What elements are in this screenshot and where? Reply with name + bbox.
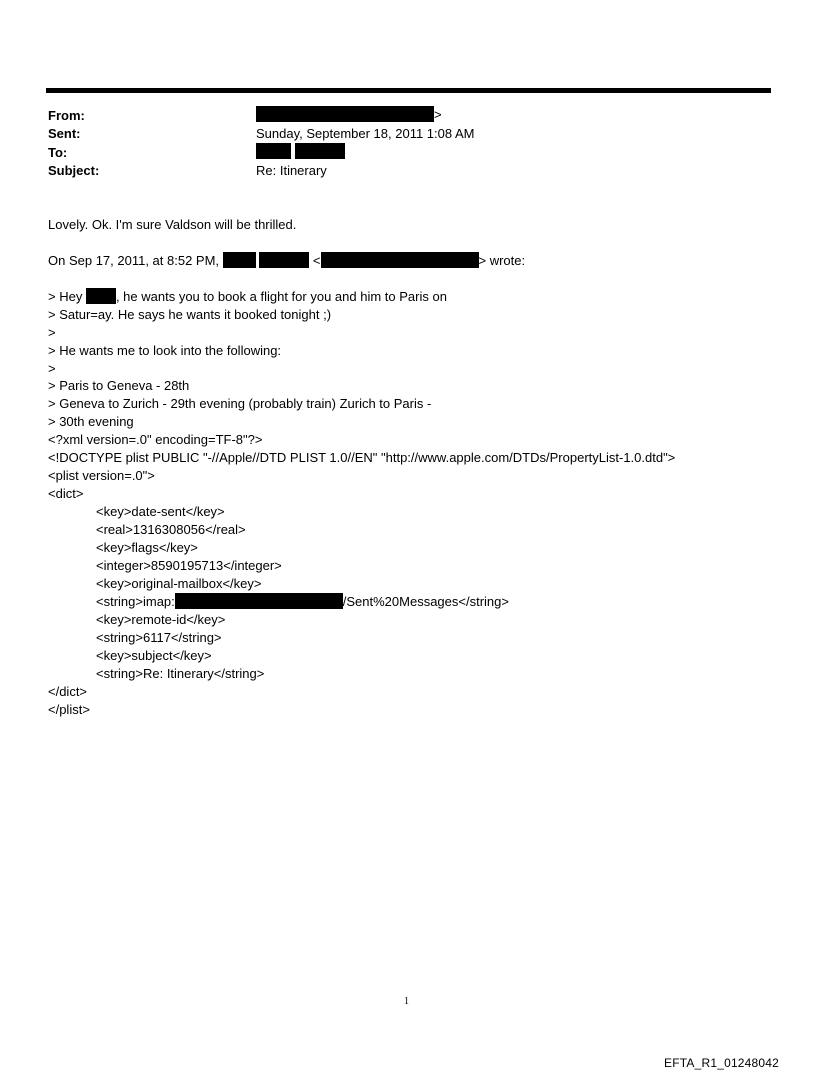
- xml-line: </plist>: [48, 702, 90, 717]
- quote-intro-date: On Sep 17, 2011, at 8:52 PM,: [48, 253, 220, 268]
- redaction-block: [175, 593, 343, 609]
- subject-value: Re: Itinerary: [256, 163, 327, 178]
- to-value: [256, 143, 345, 159]
- to-label: To:: [48, 145, 68, 160]
- quote-text: > Hey: [48, 289, 83, 304]
- quote-intro-wrote: > wrote:: [478, 253, 526, 268]
- subject-label: Subject:: [48, 163, 100, 178]
- xml-text: /Sent%20Messages</string>: [342, 594, 509, 609]
- reply-text: Lovely. Ok. I'm sure Valdson will be thrilled.: [48, 217, 297, 232]
- quote-intro: [48, 252, 525, 270]
- xml-line: <key>subject</key>: [96, 648, 212, 663]
- redaction-block: [295, 143, 345, 159]
- sent-value: Sunday, September 18, 2011 1:08 AM: [256, 126, 475, 141]
- quote-line: >: [48, 325, 56, 340]
- xml-line: <string>6117</string>: [96, 630, 222, 645]
- quote-line: > Geneva to Zurich - 29th evening (probably train) Zurich to Paris -: [48, 396, 432, 411]
- xml-line: [96, 593, 509, 611]
- from-tail: >: [434, 107, 442, 122]
- xml-text: <string>imap:: [96, 594, 175, 609]
- xml-line: <key>flags</key>: [96, 540, 198, 555]
- quote-line: [48, 288, 447, 306]
- xml-line: <integer>8590195713</integer>: [96, 558, 282, 573]
- xml-line: <real>1316308056</real>: [96, 522, 246, 537]
- xml-line: <string>Re: Itinerary</string>: [96, 666, 265, 681]
- xml-line: <key>original-mailbox</key>: [96, 576, 262, 591]
- header-rule: [46, 88, 771, 93]
- quote-text: , he wants you to book a flight for you and him to Paris on: [115, 289, 447, 304]
- quote-intro-lt: <: [312, 253, 321, 268]
- xml-line: </dict>: [48, 684, 88, 699]
- xml-line: <plist version=.0">: [48, 468, 155, 483]
- quote-line: > Paris to Geneva - 28th: [48, 378, 190, 393]
- xml-line: <key>remote-id</key>: [96, 612, 226, 627]
- quote-line: > He wants me to look into the following:: [48, 343, 282, 358]
- bates-number: EFTA_R1_01248042: [664, 1056, 780, 1070]
- from-value: [256, 106, 442, 122]
- page-number: 1: [404, 996, 409, 1007]
- quote-line: > Satur=ay. He says he wants it booked tonight ;): [48, 307, 332, 322]
- sent-label: Sent:: [48, 126, 81, 141]
- redaction-block: [223, 252, 256, 268]
- redaction-block: [86, 288, 116, 304]
- from-label: From:: [48, 108, 85, 123]
- quote-line: >: [48, 361, 56, 376]
- redaction-block: [259, 252, 309, 268]
- quote-line: > 30th evening: [48, 414, 134, 429]
- xml-line: <!DOCTYPE plist PUBLIC "-//Apple//DTD PLIST 1.0//EN" "http://www.apple.com/DTDs/PropertyList-1.0.dtd">: [48, 450, 676, 465]
- redaction-block: [321, 252, 479, 268]
- xml-line: <?xml version=.0" encoding=TF-8"?>: [48, 432, 263, 447]
- redaction-block: [256, 106, 434, 122]
- xml-line: <key>date-sent</key>: [96, 504, 225, 519]
- xml-line: <dict>: [48, 486, 84, 501]
- redaction-block: [256, 143, 291, 159]
